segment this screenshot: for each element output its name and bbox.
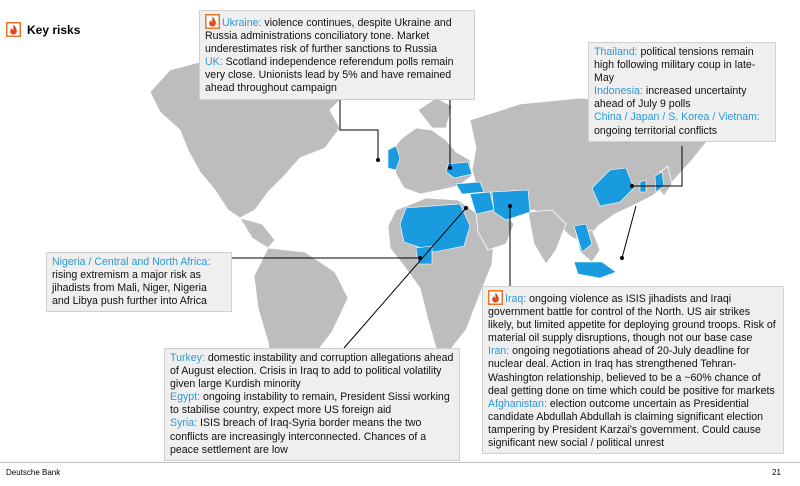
flame-icon: [205, 14, 220, 29]
uk-text: Scotland independence referendum polls remain very close. Unionists lead by 5% and have remained ahead throughout campaign: [205, 56, 454, 95]
thailand-label: Thailand:: [594, 46, 638, 58]
ukraine-uk-callout: [199, 10, 475, 100]
asia-callout: [588, 42, 776, 142]
indonesia-text: increased uncertainty ahead of July 9 polls: [594, 85, 747, 111]
iraq-text: ongoing violence as ISIS jihadists and Iraqi government battle for control of the North. US air strikes likely, but limited appetite for deploying ground troops. Risk of material oil supply disruptions, though not our base case: [488, 293, 776, 345]
page-number: 21: [772, 468, 781, 477]
uk-leader-line: [340, 92, 378, 160]
turkey-highlight: [456, 182, 484, 194]
iraq-marker: [508, 204, 512, 208]
afghanistan-text: election outcome uncertain as Presidential candidate Abdullah Abdullah is claiming significant election tampering by President Karzai's government. Could cause significant new social / political unrest: [488, 397, 764, 450]
ukraine-label: Ukraine:: [222, 17, 262, 29]
footer-brand: Deutsche Bank: [6, 468, 61, 477]
nigeria-highlight: [416, 246, 432, 264]
asia-marker: [630, 184, 634, 188]
uk-label: UK:: [205, 56, 223, 69]
ukraine-text: violence continues, despite Ukraine and Russia administrations conciliatory tone. Market underestimates risk of further sanctions to Russia: [205, 17, 452, 56]
china-japan-korea-vietnam-text: ongoing territorial conflicts: [594, 124, 718, 137]
key-risks-legend: [6, 22, 80, 37]
central-america-landmass: [240, 218, 275, 248]
flame-icon: [6, 22, 21, 37]
turkey-text: domestic instability and corruption allegations ahead of August election. Crisis in Iraq to add to political volatility given large Kurdish minority: [170, 352, 454, 391]
ukraine-marker: [448, 166, 452, 170]
turkey-egypt-syria-callout: [164, 348, 460, 461]
africa-callout: [46, 252, 232, 312]
legend-label: Key risks: [27, 22, 81, 37]
indonesia-leader-line: [622, 206, 636, 258]
uk-marker: [376, 158, 380, 162]
thailand-text: political tensions remain high following military coup in late-May: [594, 46, 756, 85]
flame-icon: [488, 290, 503, 305]
iran-label: Iran:: [488, 345, 510, 358]
footer-divider: [0, 462, 800, 463]
nigeria-africa-label: Nigeria / Central and North Africa:: [52, 256, 211, 268]
indonesia-highlight: [574, 262, 616, 278]
iraq-iran-afghanistan-callout: [482, 286, 784, 454]
nigeria-africa-text: rising extremism a major risk as jihadists from Mali, Niger, Nigeria and Libya push further into Africa: [52, 269, 207, 308]
africa-marker: [418, 256, 422, 260]
indonesia-marker: [620, 256, 624, 260]
mideast-marker: [464, 206, 468, 210]
scandinavia-landmass: [418, 98, 452, 128]
iraq-label: Iraq:: [505, 293, 527, 305]
indonesia-label: Indonesia:: [594, 85, 643, 98]
india-landmass: [528, 210, 566, 264]
turkey-label: Turkey:: [170, 352, 205, 364]
china-japan-korea-vietnam-label: China / Japan / S. Korea / Vietnam:: [594, 111, 760, 124]
syria-text: ISIS breach of Iraq-Syria border means the two conflicts are increasingly interconnected. Chances of a peace settlement are low: [170, 417, 427, 456]
egypt-label: Egypt:: [170, 391, 201, 404]
syria-label: Syria:: [170, 417, 198, 430]
iran-text: ongoing negotiations ahead of 20-July deadline for nuclear deal. Action in Iraq has strengthened Tehran-Washington relationship, believed to be a ~60% chance of deal getting done on time which could be positive for markets: [488, 345, 775, 397]
egypt-text: ongoing instability to remain, President Sissi working to stabilise country, expect more US foreign aid: [170, 391, 450, 417]
afghanistan-label: Afghanistan:: [488, 397, 547, 410]
